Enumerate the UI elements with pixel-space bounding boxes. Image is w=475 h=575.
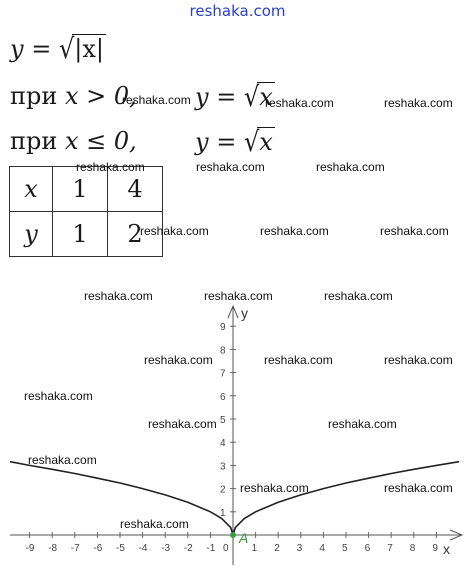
x-tick-label: 2 xyxy=(274,543,280,554)
y-tick-label: 7 xyxy=(220,368,226,380)
case-condition: x ≤ 0, xyxy=(64,127,137,155)
table-header-x: x xyxy=(10,167,53,212)
table-cell: 2 xyxy=(108,212,163,257)
case-word: при xyxy=(10,127,65,155)
case-condition: x > 0, xyxy=(64,82,137,110)
x-axis-label: x xyxy=(443,541,450,557)
table-header-y: y xyxy=(10,212,53,257)
watermark: reshaka.com xyxy=(204,289,273,303)
y-tick-label: 9 xyxy=(220,322,226,334)
x-tick-label: -8 xyxy=(48,543,58,554)
watermark: reshaka.com xyxy=(316,160,385,174)
watermark: reshaka.com xyxy=(240,481,309,495)
watermark: reshaka.com xyxy=(122,93,191,107)
y-tick-label: 5 xyxy=(220,415,226,426)
x-tick-label: 4 xyxy=(319,543,325,554)
x-tick-label: -7 xyxy=(70,543,80,554)
watermark: reshaka.com xyxy=(384,353,453,367)
y-tick-label: 3 xyxy=(220,461,226,473)
radicand: x xyxy=(259,83,273,111)
watermark: reshaka.com xyxy=(328,417,397,431)
watermark: reshaka.com xyxy=(264,353,333,367)
x-tick-label: -3 xyxy=(161,543,171,554)
rhs-eq: = xyxy=(208,128,244,156)
y-tick-label: 8 xyxy=(220,345,226,357)
formula-lhs: y xyxy=(10,35,24,63)
radicand: |x| xyxy=(74,35,104,63)
rhs-eq: = xyxy=(208,83,244,111)
watermark: reshaka.com xyxy=(24,389,93,403)
y-axis-label: y xyxy=(241,305,248,321)
rhs-y: y xyxy=(195,83,209,111)
table-cell: 4 xyxy=(108,167,163,212)
watermark: reshaka.com xyxy=(196,160,265,174)
watermark: reshaka.com xyxy=(84,289,153,303)
x-tick-label: 3 xyxy=(296,543,303,554)
site-header[interactable]: reshaka.com xyxy=(189,2,286,20)
watermark: reshaka.com xyxy=(76,160,145,174)
watermark: reshaka.com xyxy=(384,481,453,495)
y-tick-label: 6 xyxy=(220,391,226,403)
x-tick-label: -9 xyxy=(25,543,35,554)
sqrt-radical: √x xyxy=(243,125,273,159)
y-tick-label: 1 xyxy=(220,507,226,519)
radicand: x xyxy=(259,128,273,156)
watermark: reshaka.com xyxy=(384,96,453,110)
table-cell: 1 xyxy=(53,212,108,257)
x-tick-label: 5 xyxy=(342,543,348,554)
x-tick-label: 1 xyxy=(251,543,258,554)
watermark: reshaka.com xyxy=(148,417,217,431)
y-tick-label: 4 xyxy=(220,438,226,450)
x-tick-label: 9 xyxy=(432,543,438,554)
formula-eq: = xyxy=(23,35,59,63)
y-tick-label: 2 xyxy=(220,484,226,496)
watermark: reshaka.com xyxy=(140,224,209,238)
x-tick-label: -5 xyxy=(116,543,125,554)
x-tick-label: -1 xyxy=(206,543,216,554)
x-tick-label: 6 xyxy=(364,543,371,554)
sqrt-radical: √|x| xyxy=(58,32,104,66)
watermark: reshaka.com xyxy=(265,96,334,110)
x-tick-label: -4 xyxy=(138,543,148,554)
x-tick-label: 7 xyxy=(387,543,393,554)
sqrt-radical: √x xyxy=(243,80,273,114)
watermark: reshaka.com xyxy=(144,353,213,367)
x-tick-label: 8 xyxy=(409,543,416,554)
case-word: при xyxy=(10,82,65,110)
x-tick-label: -2 xyxy=(183,543,193,554)
table-cell: 1 xyxy=(53,167,108,212)
watermark: reshaka.com xyxy=(260,224,329,238)
watermark: reshaka.com xyxy=(324,289,393,303)
origin-label: 0 xyxy=(223,543,229,554)
watermark: reshaka.com xyxy=(120,517,189,531)
point-a xyxy=(230,532,236,538)
point-a-label: A xyxy=(239,530,249,546)
watermark: reshaka.com xyxy=(380,224,449,238)
rhs-y: y xyxy=(195,128,209,156)
x-tick-label: -6 xyxy=(93,543,103,554)
sqrt-abs-curve xyxy=(10,462,459,535)
watermark: reshaka.com xyxy=(28,453,97,467)
